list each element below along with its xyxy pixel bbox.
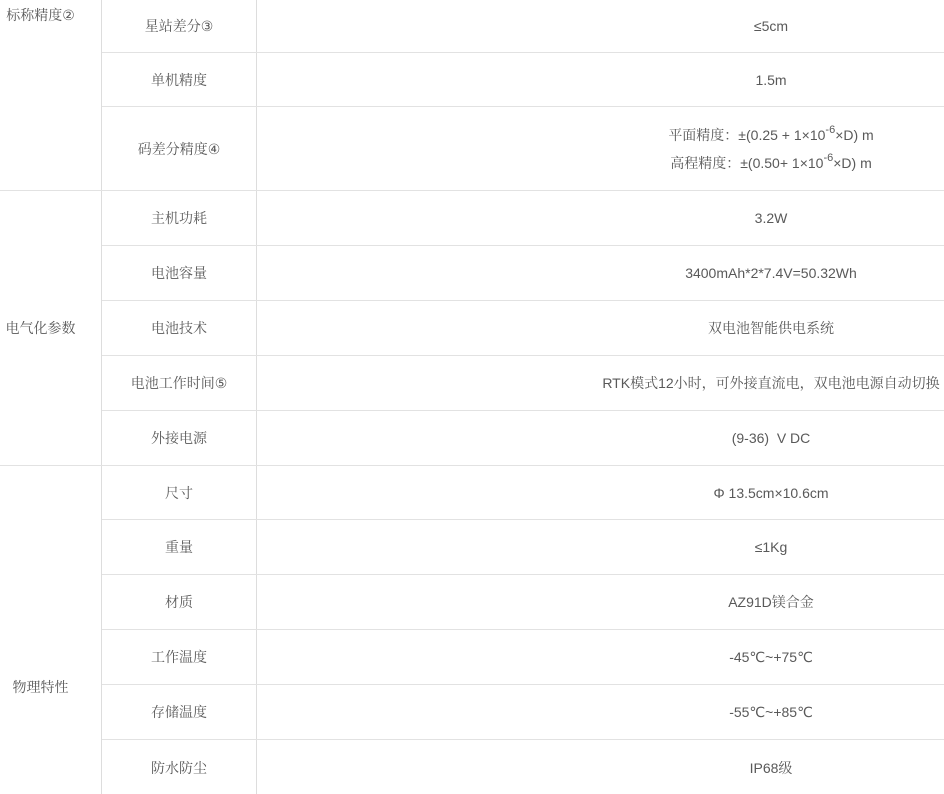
value-cell: RTK模式12小时，可外接直流电，双电池电源自动切换 [602,375,940,391]
table-row [102,411,944,465]
section-rows [102,191,944,465]
param-label-cell: 电池容量 [102,246,257,300]
value-cell: ≤5cm [753,18,789,34]
param-label-cell: 防水防尘 [102,740,257,794]
exponent: -6 [825,123,836,136]
value-cell: IP68级 [749,760,793,776]
formula-line: 高程精度：$\pm(0.50+ 1\times 10^{-6}\times D)$ m [670,151,872,171]
value-cell: 3400mAh*2*7.4V=50.32Wh [685,265,857,281]
param-label-cell: 材质 [102,575,257,629]
category-cell [0,0,102,190]
exponent: -6 [823,151,834,164]
table-row [102,685,944,740]
section-rows [102,0,944,190]
value-cell: 3.2W [754,210,788,226]
value-cell: (9-36) V DC [731,430,811,446]
table-row [102,356,944,411]
table-row [102,0,944,53]
section-rows [102,466,944,794]
param-label-cell: 工作温度 [102,630,257,684]
category-label: 物理特性 [12,679,69,695]
param-label-cell: 外接电源 [102,411,257,465]
param-label-cell: 星站差分③ [102,0,257,52]
section-physical-characteristics [0,466,944,794]
value-cell: -45℃~+75℃ [729,648,813,665]
param-label-cell: 尺寸 [102,466,257,519]
table-row [102,630,944,685]
table-row [102,575,944,630]
param-label-cell: 存储温度 [102,685,257,739]
table-row [102,191,944,246]
section-electrical-parameters [0,191,944,466]
value-cell: 双电池智能供电系统 [708,320,834,336]
table-row [102,301,944,356]
param-label-cell: 码差分精度④ [102,107,257,190]
value-cell: -55℃~+85℃ [729,703,813,720]
value-cell: Φ 13.5cm×10.6cm [713,484,829,501]
value-cell: ≤1Kg [754,539,788,555]
param-label-cell: 重量 [102,520,257,574]
value-cell [257,107,944,190]
param-label-cell: 单机精度 [102,53,257,106]
value-cell: AZ91D镁合金 [728,594,814,610]
param-label-cell: 电池工作时间⑤ [102,356,257,410]
section-nominal-accuracy [0,0,944,191]
category-label: 电气化参数 [5,320,76,336]
category-label: 标称精度② [6,7,75,23]
table-row [102,740,944,794]
table-row [102,53,944,107]
category-cell [0,191,102,465]
table-row [102,520,944,575]
table-row [102,246,944,301]
formula-line: 平面精度：$\pm(0.25 + 1\times 10^{-6}\times D)$ m [668,123,874,143]
param-label-cell: 主机功耗 [102,191,257,245]
table-row [102,466,944,520]
category-cell [0,466,102,794]
value-cell: 1.5m [755,71,787,88]
param-label-cell: 电池技术 [102,301,257,355]
table-row [102,107,944,190]
